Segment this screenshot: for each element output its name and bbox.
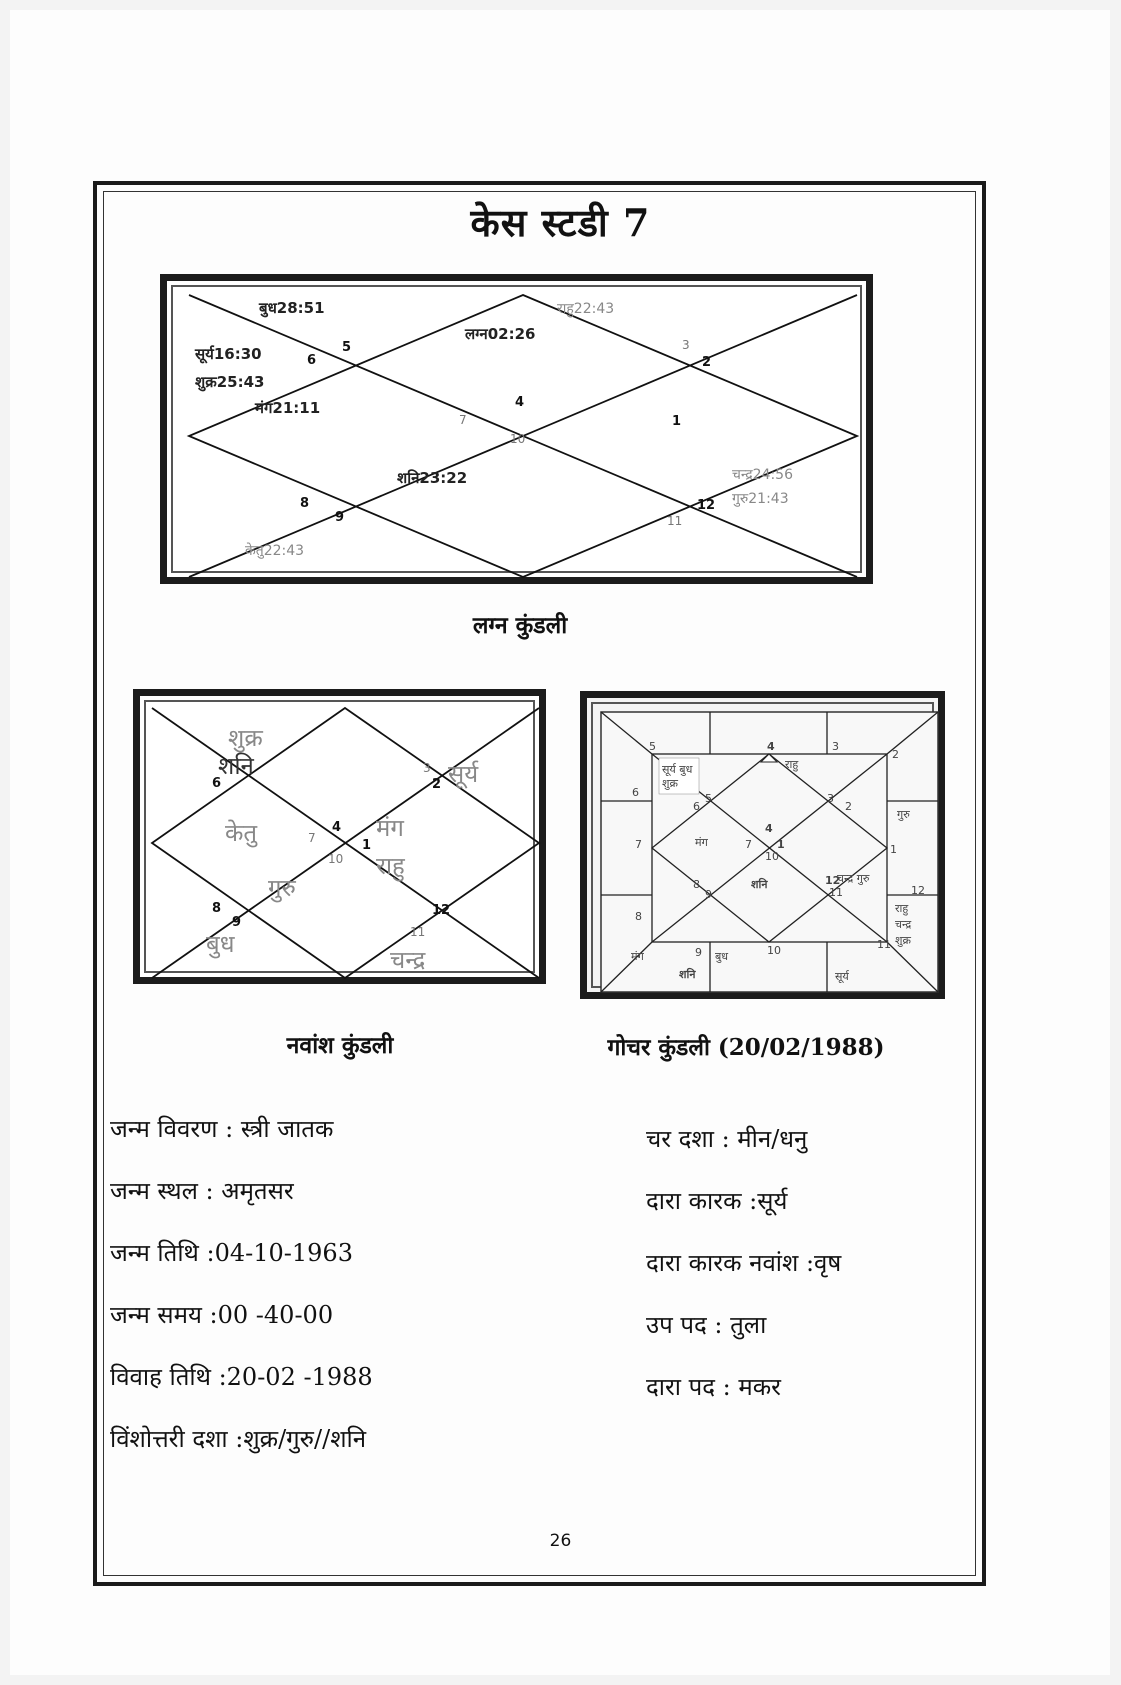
lagna-chart-caption: लग्न कुंडली: [472, 612, 568, 639]
nav-planet-budh: बुध: [206, 930, 235, 958]
gochar-inner-2: 2: [845, 800, 852, 813]
planet-shani: शनि23:22: [397, 469, 468, 487]
gochar-inner-8: 8: [693, 878, 700, 891]
nav-planet-shukra: शुक्र: [228, 724, 263, 752]
gochar-planet-shani: शनि: [751, 878, 768, 891]
gochar-planet-guru: गुरु: [897, 808, 910, 821]
nav-planet-guru: गुरु: [268, 874, 296, 902]
house-12: 12: [697, 498, 716, 513]
nav-planet-rahu: राहु: [376, 852, 405, 880]
house-2: 2: [702, 355, 712, 370]
detail-janm-samay: जन्म समय :00 -40-00: [110, 1301, 334, 1329]
gochar-planet-chandra-guru: चन्द्र गुरु: [837, 872, 870, 885]
gochar-inner-12: 12: [825, 874, 841, 887]
detail-char-dasha: चर दशा : मीन/धनु: [646, 1125, 808, 1153]
gochar-outer-6: 6: [632, 786, 639, 799]
gochar-inner-7: 7: [745, 838, 752, 851]
planet-rahu: राहु22:43: [557, 301, 615, 317]
gochar-planet-shukra: शुक्र: [662, 777, 678, 790]
nav-house-11: 11: [410, 925, 426, 939]
nav-house-1: 1: [362, 838, 372, 853]
house-1: 1: [672, 414, 682, 429]
house-7: 7: [459, 413, 467, 427]
gochar-planet-budh-outer: बुध: [715, 950, 729, 963]
detail-janm-tithi: जन्म तिथि :04-10-1963: [110, 1239, 353, 1267]
house-8: 8: [300, 496, 310, 511]
page-number: 26: [549, 1531, 572, 1551]
house-3: 3: [682, 338, 690, 352]
gochar-inner-5: 5: [705, 792, 712, 805]
lagna-chart: [160, 274, 873, 584]
house-4: 4: [515, 395, 525, 410]
gochar-planet-rahu: राहु: [785, 758, 799, 771]
navamsha-chart-caption: नवांश कुंडली: [286, 1032, 394, 1059]
navamsha-chart: [133, 689, 546, 984]
gochar-outer-4: 4: [767, 740, 775, 753]
gochar-planet-shukra-outer: शुक्र: [895, 934, 911, 947]
gochar-outer-12: 12: [911, 884, 925, 897]
planet-lagna: लग्न02:26: [465, 325, 536, 343]
gochar-outer-5: 5: [649, 740, 656, 753]
gochar-planet-mangal: मंग: [695, 836, 708, 849]
detail-up-pad: उप पद : तुला: [646, 1311, 767, 1339]
detail-dara-karak: दारा कारक :सूर्य: [646, 1187, 788, 1215]
nav-house-7: 7: [308, 831, 316, 845]
gochar-planet-surya-outer: सूर्य: [835, 970, 849, 983]
gochar-inner-6: 6: [693, 800, 700, 813]
gochar-chart: [580, 691, 945, 999]
nav-planet-surya: सूर्य: [448, 760, 479, 788]
gochar-inner-3: 3: [827, 792, 834, 805]
gochar-planet-surya-budh: सूर्य बुध: [662, 763, 693, 776]
gochar-planet-chandra-outer: चन्द्र: [895, 918, 912, 931]
detail-janm-vivaran: जन्म विवरण : स्त्री जातक: [110, 1115, 334, 1143]
nav-planet-mangal: मंग: [376, 814, 404, 842]
nav-house-10: 10: [328, 852, 344, 866]
nav-house-6: 6: [212, 776, 222, 791]
detail-janm-sthal: जन्म स्थल : अमृतसर: [110, 1177, 294, 1205]
planet-mangal: मंग21:11: [255, 399, 321, 417]
nav-planet-chandra: चन्द्र: [390, 946, 426, 974]
house-6: 6: [307, 353, 317, 368]
detail-dara-karak-navamsha: दारा कारक नवांश :वृष: [646, 1249, 842, 1277]
gochar-outer-10: 10: [767, 944, 781, 957]
gochar-inner-11: 11: [829, 886, 843, 899]
nav-house-12: 12: [432, 903, 451, 918]
planet-chandra: चन्द्र24:56: [732, 467, 793, 483]
detail-vivah-tithi: विवाह तिथि :20-02 -1988: [110, 1363, 373, 1391]
planet-shukra: शुक्र25:43: [195, 373, 265, 391]
gochar-outer-3: 3: [832, 740, 839, 753]
gochar-outer-9: 9: [695, 946, 702, 959]
gochar-inner-10: 10: [765, 850, 779, 863]
planet-ketu: केतु22:43: [245, 543, 305, 559]
gochar-inner-4: 4: [765, 822, 773, 835]
nav-house-9: 9: [232, 915, 242, 930]
gochar-planet-rahu-outer: राहु: [895, 902, 909, 915]
gochar-planet-mangal-outer: मंग: [631, 950, 644, 963]
gochar-planet-shani-outer: शनि: [679, 968, 696, 981]
planet-budh: बुध28:51: [259, 299, 325, 317]
gochar-outer-2: 2: [892, 748, 899, 761]
gochar-inner-9: 9: [705, 888, 712, 901]
gochar-outer-11: 11: [877, 938, 891, 951]
house-11: 11: [667, 514, 683, 528]
gochar-outer-1: 1: [890, 843, 897, 856]
detail-vimshottari-dasha: विंशोत्तरी दशा :शुक्र/गुरु//शनि: [110, 1425, 367, 1453]
nav-house-8: 8: [212, 901, 222, 916]
gochar-outer-8: 8: [635, 910, 642, 923]
house-5: 5: [342, 340, 352, 355]
nav-house-2: 2: [432, 777, 442, 792]
gochar-chart-caption: गोचर कुंडली (20/02/1988): [607, 1034, 885, 1061]
planet-guru: गुरु21:43: [732, 491, 789, 507]
nav-house-4: 4: [332, 820, 342, 835]
gochar-inner-1: 1: [777, 838, 785, 851]
nav-house-3: 3: [423, 761, 431, 775]
detail-dara-pad: दारा पद : मकर: [646, 1373, 781, 1401]
nav-planet-ketu: केतु: [225, 819, 258, 847]
nav-planet-shani: शनि: [218, 752, 254, 780]
page-title: केस स्टडी 7: [470, 200, 651, 245]
planet-surya: सूर्य16:30: [195, 345, 262, 363]
house-10: 10: [510, 432, 526, 446]
gochar-outer-7: 7: [635, 838, 642, 851]
house-9: 9: [335, 510, 345, 525]
